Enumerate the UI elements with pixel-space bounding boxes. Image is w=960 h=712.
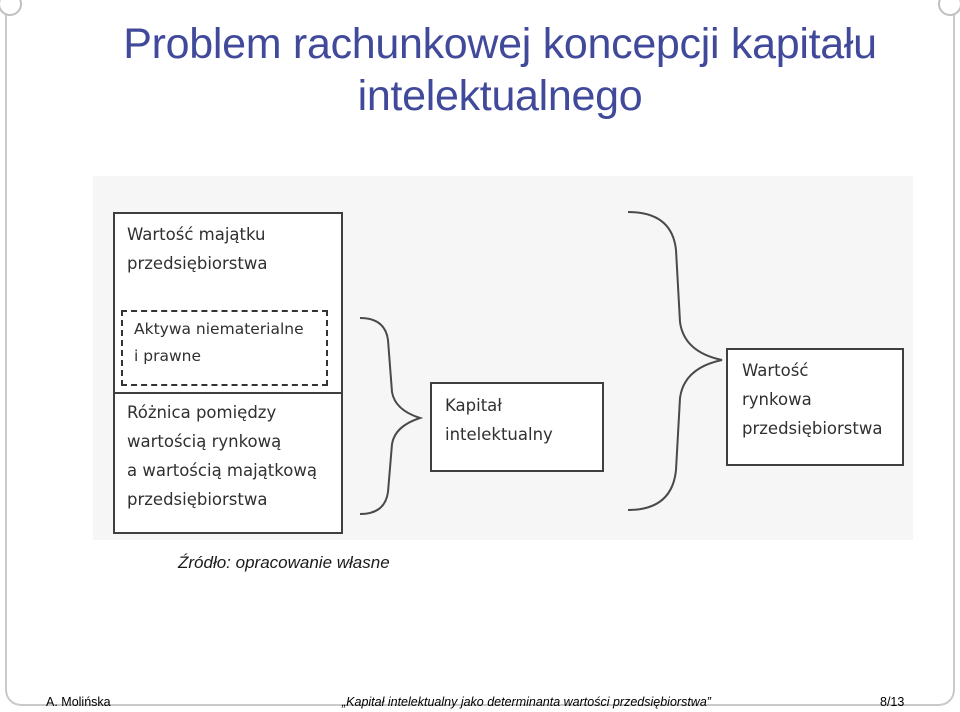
left-box-title-line2: przedsiębiorstwa bbox=[127, 254, 268, 273]
large-brace bbox=[628, 212, 722, 510]
difference-line3: a wartością majątkową bbox=[127, 461, 317, 480]
footer-subject: „Kapitał intelektualny jako determinanta wartości przedsiębiorstwa” bbox=[342, 695, 711, 709]
slide-title: Problem rachunkowej koncepcji kapitału intelektualnego bbox=[123, 20, 877, 120]
intellectual-capital-line2: intelektualny bbox=[445, 425, 553, 444]
left-box-title-line1: Wartość majątku bbox=[127, 225, 266, 244]
intangible-assets-line2: i prawne bbox=[134, 347, 201, 365]
small-brace bbox=[360, 318, 420, 514]
source-caption: Źródło: opracowanie własne bbox=[178, 553, 390, 572]
market-value-line3: przedsiębiorstwa bbox=[742, 419, 883, 438]
difference-line1: Różnica pomiędzy bbox=[127, 403, 277, 422]
difference-line4: przedsiębiorstwa bbox=[127, 490, 268, 509]
market-value-line2: rynkowa bbox=[742, 390, 812, 409]
difference-line2: wartością rynkową bbox=[127, 432, 282, 451]
footer-page-number: 8/13 bbox=[880, 695, 905, 709]
intellectual-capital-line1: Kapitał bbox=[445, 396, 502, 415]
footer-author: A. Molińska bbox=[46, 695, 111, 709]
intangible-assets-line1: Aktywa niematerialne bbox=[134, 320, 304, 338]
market-value-line1: Wartość bbox=[742, 361, 809, 380]
